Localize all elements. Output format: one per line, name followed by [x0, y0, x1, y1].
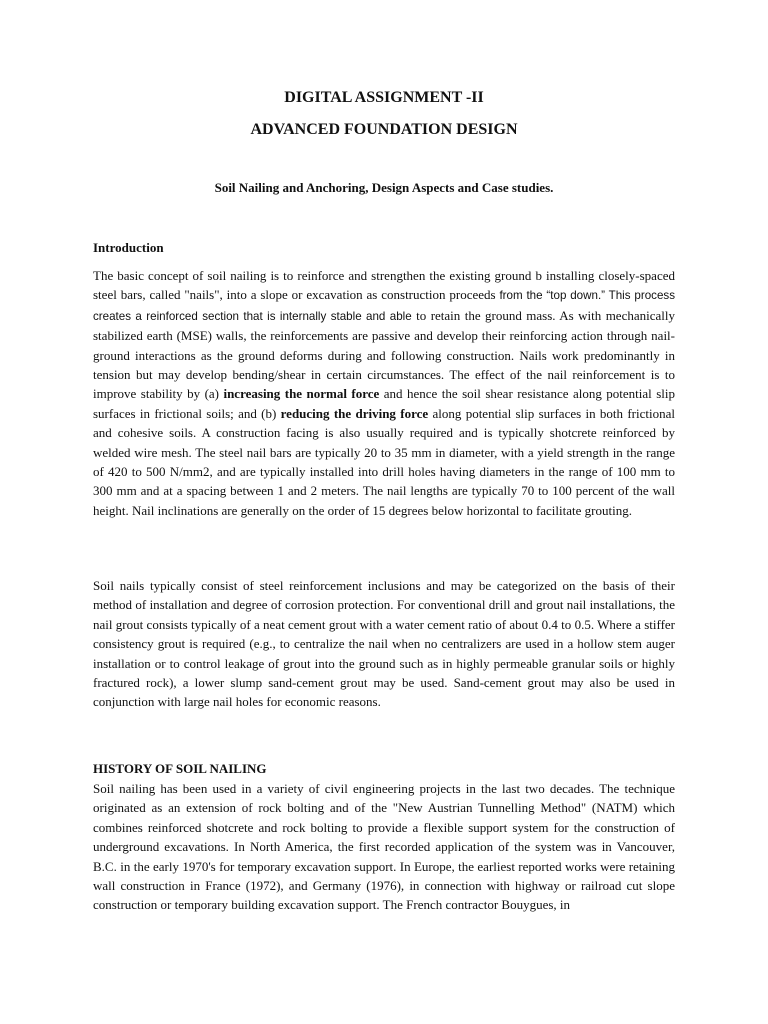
- introduction-heading: Introduction: [93, 240, 164, 255]
- intro-text-1: The basic concept of soil nailing is to reinforce and strengthen the existing ground b installing closely-spaced steel bars, called "nails", into a slope or excavation as construction proceeds: [93, 268, 675, 303]
- intro-text-5: along potential slip surfaces in both frictional and cohesive soils. A construction facing is also usually required and is typically shotcrete reinforced by welded wire mesh. The steel nail bars are typically 20 to 35 mm in diameter, with a yield strength in the range of 420 to 500 N/mm2, and are typically installed into drill holes having diameters in the range of 100 mm to 300 mm and at a spacing between 1 and 2 meters. The nail lengths are typically 70 to 100 percent of the wall height. Nail inclinations are generally on the order of 15 degrees below horizontal to facilitate grouting.: [93, 405, 676, 518]
- intro-text-3: to retain the ground mass. As with mechanically stabilized earth (MSE) walls, the reinforcements are passive and develop their reinforcing action through nail-ground interactions as the ground deforms during and following construction. Nails work predominantly in tension but may develop bending/shear in certain circumstances. The effect of the nail reinforcement is to improve stability by (a): [93, 307, 675, 402]
- introduction-paragraph-2: Soil nails typically consist of steel reinforcement inclusions and may be categorized on the basis of their method of installation and degree of corrosion protection. For conventional drill and grout nail installations, the nail grout consists typically of a neat cement grout with a water cement ratio of about 0.4 to 0.5. Where a stiffer consistency grout is required (e.g., to centralize the nail when no centralizers are used in a hollow stem auger installation or to control leakage of grout into the ground such as in highly permeable granular soils or highly fractured rock), a lower slump sand-cement grout may be used. Sand-cement grout may also be used in conjunction with large nail holes for economic reasons.: [93, 578, 675, 710]
- intro-text-2: from the “top down.” This process creates a reinforced section that is internally stable and able: [93, 289, 675, 323]
- introduction-paragraph-1: [93, 266, 675, 520]
- history-heading: HISTORY OF SOIL NAILING: [93, 761, 267, 776]
- intro-bold-normal-force: increasing the normal force: [223, 386, 380, 402]
- history-paragraph-1: Soil nailing has been used in a variety of civil engineering projects in the last two decades. The technique originated as an extension of rock bolting and of the "New Austrian Tunnelling Method" (NATM) which combines reinforced shotcrete and rock bolting to provide a flexible support system for the construction of underground excavations. In North America, the first recorded application of the system was in Vancouver, B.C. in the early 1970's for temporary excavation support. In Europe, the earliest reported works were retaining wall construction in France (1972), and Germany (1976), in connection with highway or railroad cut slope construction or temporary building excavation support. The French contractor Bouygues, in: [93, 781, 675, 913]
- intro-bold-driving-force: reducing the driving force: [280, 405, 429, 421]
- document-subtitle: Soil Nailing and Anchoring, Design Aspects and Case studies.: [214, 180, 554, 195]
- document-course-title: ADVANCED FOUNDATION DESIGN: [250, 121, 518, 138]
- document-page: [93, 0, 675, 1024]
- document-title: DIGITAL ASSIGNMENT -II: [284, 89, 484, 106]
- intro-text-4: and hence the soil shear resistance along potential slip surfaces in frictional soils; and (b): [93, 386, 675, 421]
